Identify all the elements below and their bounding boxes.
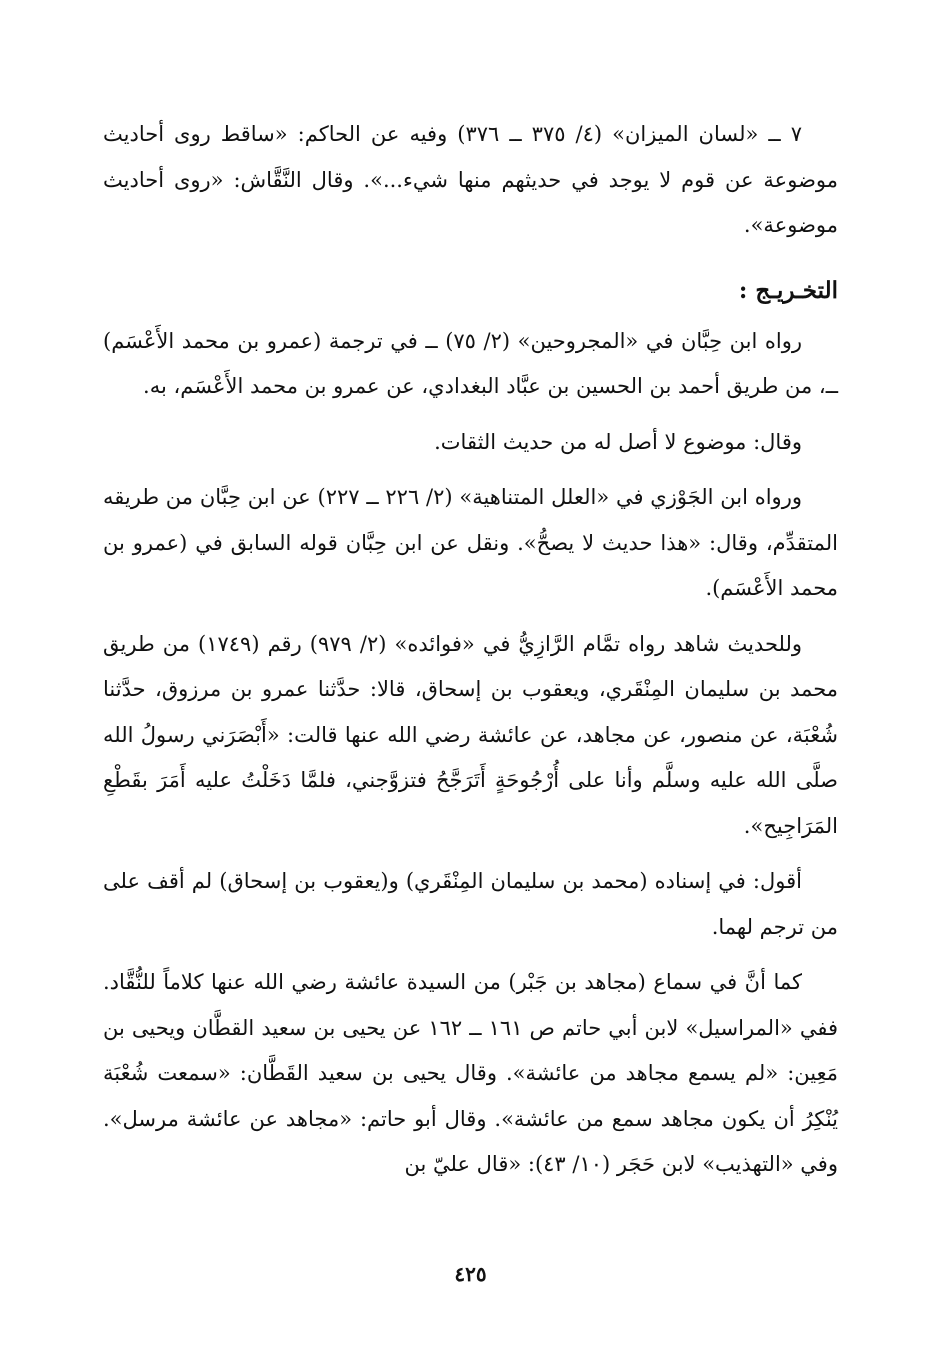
page-number: ٤٢٥ (454, 1262, 487, 1286)
page-body (103, 112, 838, 1198)
paragraph-1: رواه ابن حِبَّان في «المجروحين» (٢/ ٧٥) ــ في ترجمة (عمرو بن محمد الأَعْسَم) ــ، من طريق أحمد بن الحسين بن عبَّاد البغدادي، عن عمرو بن محمد الأَعْسَم، به. (103, 328, 838, 398)
paragraph-4: وللحديث شاهد رواه تمَّام الرَّازِيُّ في «فوائده» (٢/ ٩٧٩) رقم (١٧٤٩) من طريق محمد بن سليمان المِنْقَري، ويعقوب بن إسحاق، قالا: حدَّثنا عمرو بن مرزوق، حدَّثنا شُعْبَة، عن منصور، عن مجاهد، عن عائشة رضي الله عنها قالت: «أَبْصَرَني رسولُ الله صلَّى الله عليه وسلَّم وأنا على أُرْجُوحَةٍ أَتَرَجَّحُ فتزوَّجني، فلمَّا دَخَلْتُ عليه أَمَرَ بقَطْعِ المَرَاجِيح». (103, 631, 838, 838)
paragraph-3: ورواه ابن الجَوْزي في «العلل المتناهية» (٢/ ٢٢٦ ــ ٢٢٧) عن ابن حِبَّان من طريقه المتقدِّم، وقال: «هذا حديث لا يصحُّ». ونقل عن ابن حِبَّان قوله السابق في (عمرو بن محمد الأَعْسَم). (103, 485, 838, 600)
section-heading: التخـريـج : (738, 276, 838, 304)
paragraph-5: أقول: في إسناده (محمد بن سليمان المِنْقَري) و(يعقوب بن إسحاق) لم أقف على من ترجم لهما. (103, 869, 838, 939)
paragraph-6: كما أنَّ في سماع (مجاهد بن جَبْر) من السيدة عائشة رضي الله عنها كلاماً للنُّقَّاد. ففي «المراسيل» لابن أبي حاتم ص ١٦١ ــ ١٦٢ عن يحيى بن سعيد القطَّان ويحيى بن مَعِين: «لم يسمع مجاهد من عائشة». وقال يحيى بن سعيد القَطَّان: «سمعت شُعْبَة يُنْكِرُ أن يكون مجاهد سمع من عائشة». وقال أبو حاتم: «مجاهد عن عائشة مرسل». وفي «التهذيب» لابن حَجَر (١٠/ ٤٣): «قال عليّ بن (103, 970, 839, 1176)
footnote-7: ٧ ــ «لسان الميزان» (٤/ ٣٧٥ ــ ٣٧٦) وفيه عن الحاكم: «ساقط روى أحاديث موضوعة عن قوم لا يوجد في حديثهم منها شيء...». وقال النَّقَّاش: «روى أحاديث موضوعة». (103, 122, 838, 237)
paragraph-2: وقال: موضوع لا أصل له من حديث الثقات. (434, 429, 802, 454)
